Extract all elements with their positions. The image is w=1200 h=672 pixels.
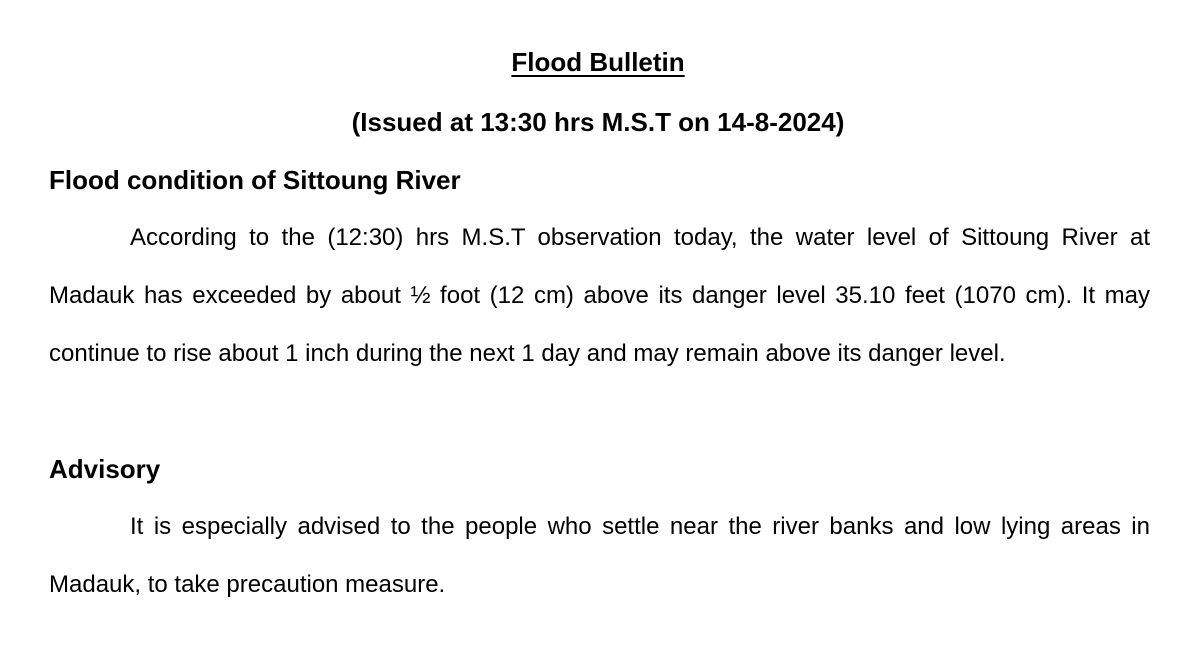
bulletin-title-text: Flood Bulletin <box>511 47 685 77</box>
section-heading-advisory: Advisory <box>49 454 161 484</box>
issued-time-text: (Issued at 13:30 hrs M.S.T on 14-8-2024) <box>351 107 845 137</box>
advisory-paragraph: It is especially advised to the people who settle near the river banks and low lying areas in Madauk, to take precaution measure. <box>49 513 1150 598</box>
issued-time <box>0 104 1200 140</box>
flood-condition-paragraph: According to the (12:30) hrs M.S.T observation today, the water level of Sittoung River at Madauk has exceeded by about ½ foot (12 cm) above its danger level 35.10 feet (1070 cm). It may continue to rise about 1 inch during the next 1 day and may remain above its danger level. <box>49 224 1150 367</box>
bulletin-title <box>0 44 1200 80</box>
section-heading-flood-condition: Flood condition of Sittoung River <box>49 165 461 195</box>
